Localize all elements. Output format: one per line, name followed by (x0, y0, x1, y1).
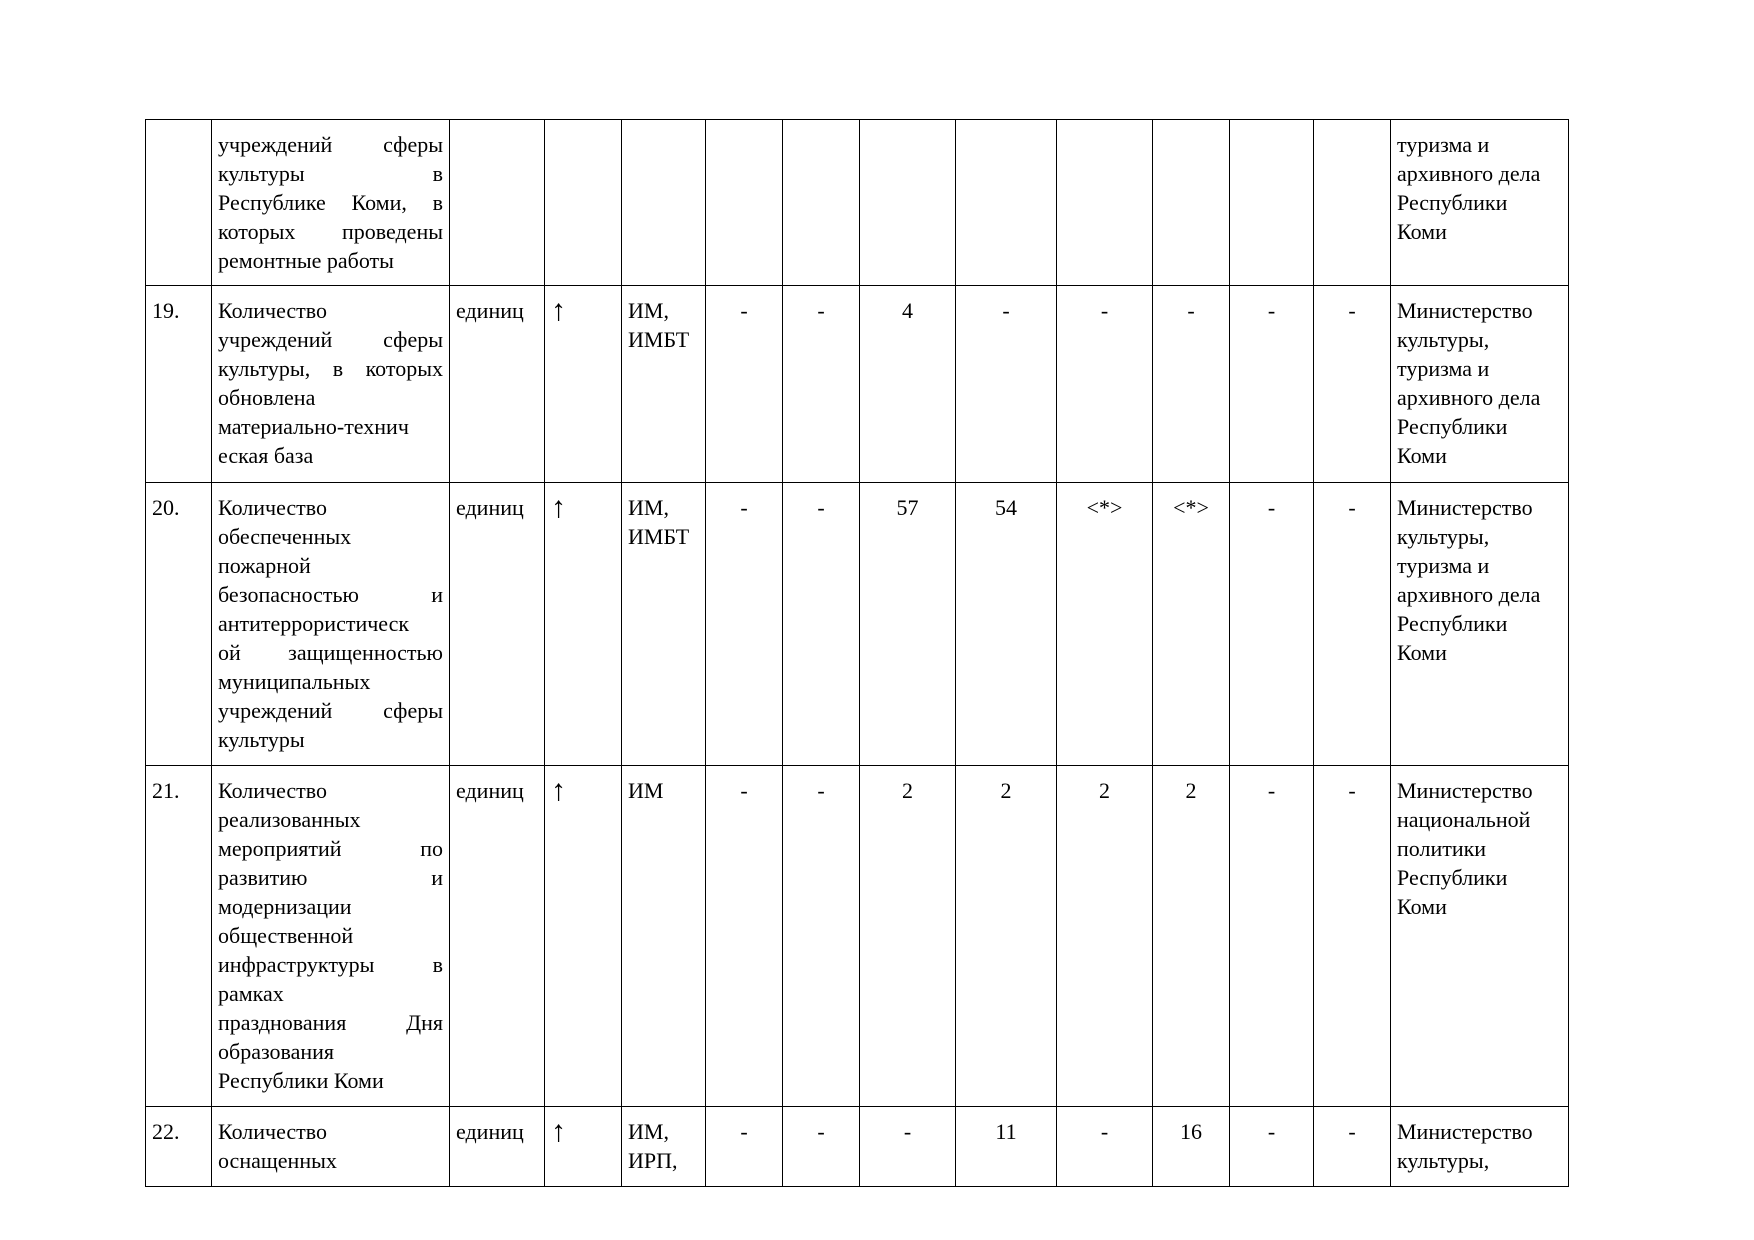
unit-cell: единиц (450, 1107, 545, 1187)
value-cell: - (1314, 766, 1391, 1107)
responsible-cell: Министерство национальной политики Республики Коми (1391, 766, 1569, 1107)
value-cell: <*> (1153, 483, 1230, 766)
indicator-name-line: ремонтные работы (218, 248, 394, 273)
value-cell: - (1230, 286, 1314, 483)
indicator-name-line: празднования Дня (218, 1010, 443, 1035)
value-cell: - (783, 766, 860, 1107)
indicator-name-line: еская база (218, 443, 314, 468)
indicator-name-line: инфраструктуры в (218, 952, 443, 977)
responsible-cell: туризма и архивного дела Республики Коми (1391, 120, 1569, 286)
direction-arrow-icon: ↑ (545, 286, 622, 483)
indicator-name-line: Количество (218, 778, 328, 803)
indicator-name-line: общественной (218, 923, 354, 948)
indicator-name-line: образования (218, 1039, 335, 1064)
indicator-name-line: мероприятий по (218, 836, 443, 861)
value-cell: 2 (1057, 766, 1153, 1107)
source-cell: ИМ, ИМБТ (622, 286, 706, 483)
direction-arrow-icon (545, 120, 622, 286)
indicator-name-line: культуры (218, 727, 305, 752)
indicators-table (145, 119, 1569, 1187)
indicator-name-line: безопасностью и (218, 582, 443, 607)
value-cell: - (706, 483, 783, 766)
value-cell (956, 120, 1057, 286)
value-cell (1153, 120, 1230, 286)
indicator-name-line: Количество (218, 495, 328, 520)
value-cell: 2 (956, 766, 1057, 1107)
indicator-name-line: развитию и (218, 865, 443, 890)
source-cell: ИМ (622, 766, 706, 1107)
indicator-name-line: Республики Коми (218, 1068, 384, 1093)
indicator-name-cell (212, 766, 450, 1107)
responsible-cell: Министерство культуры, (1391, 1107, 1569, 1187)
value-cell: - (1153, 286, 1230, 483)
value-cell: - (706, 766, 783, 1107)
value-cell (783, 120, 860, 286)
value-cell: - (783, 1107, 860, 1187)
indicator-name-line: культуры, в которых (218, 356, 443, 381)
indicator-name-line: материально-технич (218, 414, 409, 439)
value-cell: - (783, 286, 860, 483)
value-cell: - (706, 1107, 783, 1187)
indicator-name-cell (212, 120, 450, 286)
row-number-cell: 21. (146, 766, 212, 1107)
indicator-name-cell (212, 483, 450, 766)
value-cell: - (783, 483, 860, 766)
unit-cell: единиц (450, 483, 545, 766)
indicator-name-line: которых проведены (218, 219, 443, 244)
value-cell: - (1057, 286, 1153, 483)
value-cell (1057, 120, 1153, 286)
table-row (146, 766, 1569, 1107)
table-row (146, 120, 1569, 286)
row-number-cell: 22. (146, 1107, 212, 1187)
indicator-name-cell (212, 286, 450, 483)
source-cell: ИМ, ИРП, (622, 1107, 706, 1187)
indicator-name-line: оснащенных (218, 1148, 337, 1173)
value-cell: 2 (1153, 766, 1230, 1107)
row-number-cell (146, 120, 212, 286)
direction-arrow-icon: ↑ (545, 483, 622, 766)
indicator-name-line: обновлена (218, 385, 316, 410)
value-cell: - (860, 1107, 956, 1187)
direction-arrow-icon: ↑ (545, 766, 622, 1107)
value-cell (860, 120, 956, 286)
indicator-name-line: учреждений сферы (218, 698, 443, 723)
indicator-name-line: муниципальных (218, 669, 371, 694)
table-row (146, 483, 1569, 766)
indicator-name-line: учреждений сферы (218, 132, 443, 157)
value-cell: 16 (1153, 1107, 1230, 1187)
indicator-name-line: обеспеченных (218, 524, 352, 549)
value-cell: <*> (1057, 483, 1153, 766)
indicator-name-line: культуры в (218, 161, 443, 186)
source-cell (622, 120, 706, 286)
indicator-name-line: Количество (218, 1119, 328, 1144)
direction-arrow-icon: ↑ (545, 1107, 622, 1187)
indicator-name-line: рамках (218, 981, 284, 1006)
indicator-name-line: учреждений сферы (218, 327, 443, 352)
value-cell: 4 (860, 286, 956, 483)
value-cell: - (1314, 483, 1391, 766)
unit-cell: единиц (450, 286, 545, 483)
value-cell: - (1230, 1107, 1314, 1187)
value-cell: - (1057, 1107, 1153, 1187)
value-cell: 11 (956, 1107, 1057, 1187)
indicator-name-line: пожарной (218, 553, 311, 578)
indicator-name-line: Республике Коми, в (218, 190, 443, 215)
value-cell (1230, 120, 1314, 286)
value-cell: - (1230, 766, 1314, 1107)
value-cell (1314, 120, 1391, 286)
unit-cell (450, 120, 545, 286)
responsible-cell: Министерство культуры, туризма и архивного дела Республики Коми (1391, 286, 1569, 483)
value-cell: - (1230, 483, 1314, 766)
value-cell: 2 (860, 766, 956, 1107)
value-cell (706, 120, 783, 286)
source-cell: ИМ, ИМБТ (622, 483, 706, 766)
indicator-name-line: антитеррористическ (218, 611, 410, 636)
table-row (146, 1107, 1569, 1187)
indicator-name-line: ой защищенностью (218, 640, 443, 665)
value-cell: 54 (956, 483, 1057, 766)
indicator-name-cell (212, 1107, 450, 1187)
value-cell: - (956, 286, 1057, 483)
indicator-name-line: Количество (218, 298, 328, 323)
row-number-cell: 19. (146, 286, 212, 483)
row-number-cell: 20. (146, 483, 212, 766)
table-row (146, 286, 1569, 483)
value-cell: 57 (860, 483, 956, 766)
value-cell: - (1314, 286, 1391, 483)
responsible-cell: Министерство культуры, туризма и архивного дела Республики Коми (1391, 483, 1569, 766)
value-cell: - (706, 286, 783, 483)
value-cell: - (1314, 1107, 1391, 1187)
unit-cell: единиц (450, 766, 545, 1107)
indicator-name-line: реализованных (218, 807, 361, 832)
indicator-name-line: модернизации (218, 894, 352, 919)
